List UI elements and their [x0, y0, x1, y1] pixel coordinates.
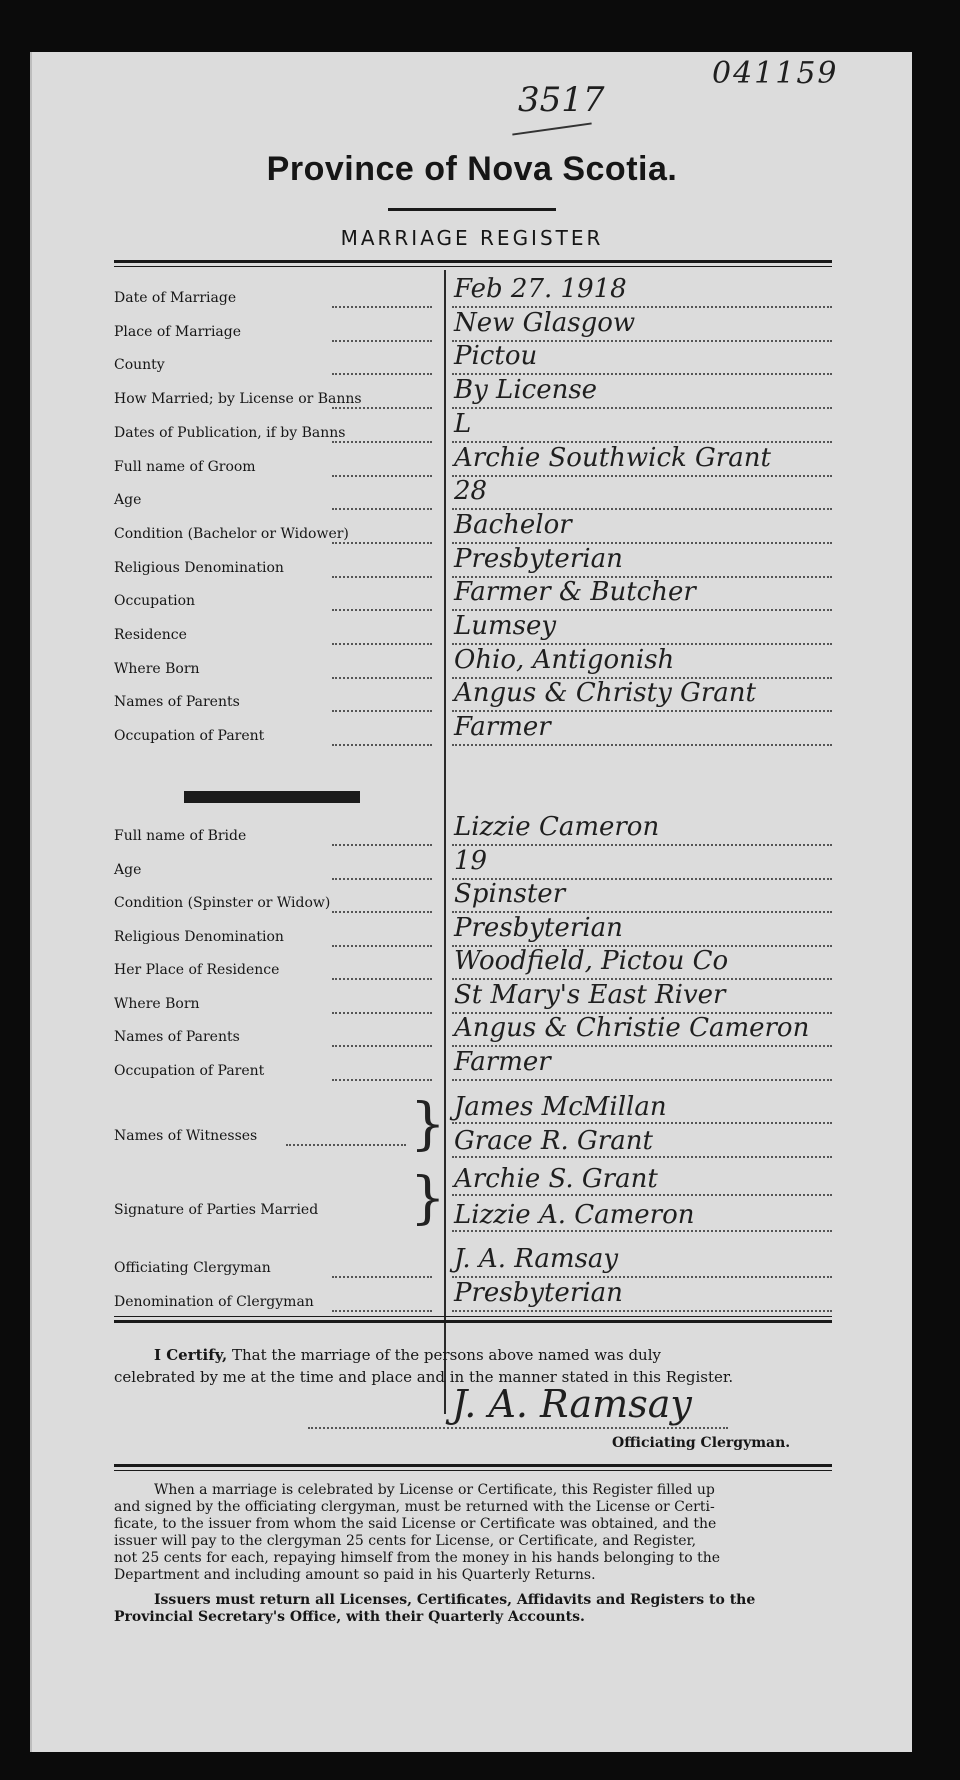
bride-field-label-6: Names of Parents [114, 1029, 240, 1045]
groom-field-label-12: Names of Parents [114, 694, 240, 711]
bride-field-label-7: Occupation of Parent [114, 1062, 265, 1079]
bride-field-value-3: Presbyterian [454, 912, 623, 943]
notes-paragraph-2 [114, 1592, 834, 1626]
groom-field-label-2: County [114, 357, 165, 374]
party-2-line [452, 1230, 832, 1232]
groom-field-value-12: Angus & Christy Grant [454, 678, 756, 709]
groom-field-value-7: Bachelor [454, 509, 572, 540]
page-subtitle: MARRIAGE REGISTER [340, 226, 604, 250]
witness-1-line [452, 1122, 832, 1124]
certify-signature-caption: Officiating Clergyman. [612, 1435, 791, 1451]
bride-field-value-1: 19 [454, 845, 488, 876]
groom-field-label-dots-2 [332, 373, 432, 375]
certify-signature: J. A. Ramsay [452, 1382, 692, 1426]
groom-field-value-11: Ohio, Antigonish [454, 644, 675, 675]
groom-field-value-8: Presbyterian [454, 543, 623, 574]
bride-field-label-dots-5 [332, 1012, 432, 1014]
notes-paragraph-1 [114, 1482, 834, 1584]
bride-field-label-dots-6 [332, 1045, 432, 1047]
groom-field-label-11: Where Born [114, 660, 200, 677]
bride-field-label-0: Full name of Bride [114, 828, 247, 844]
clergy-field-value-1: Presbyterian [454, 1277, 623, 1308]
certify-signature-line [308, 1427, 728, 1429]
bride-field-value-2: Spinster [454, 879, 566, 909]
register-number-underline [512, 122, 591, 135]
groom-field-label-dots-11 [332, 677, 432, 679]
bride-field-value-0: Lizzie Cameron [454, 812, 660, 842]
groom-field-value-5: Archie Southwick Grant [454, 442, 771, 473]
certify-prefix: I Certify, [154, 1346, 228, 1364]
notes-rule [114, 1464, 832, 1467]
groom-field-label-4: Dates of Publication, if by Banns [114, 424, 346, 441]
parties-brace: } [410, 1166, 446, 1231]
bride-field-label-3: Religious Denomination [114, 928, 284, 945]
groom-field-label-dots-5 [332, 475, 432, 477]
groom-field-value-1: New Glasgow [454, 307, 636, 338]
header-rule-top [114, 260, 832, 263]
groom-field-label-dots-4 [332, 441, 432, 443]
groom-field-value-0: Feb 27. 1918 [454, 274, 627, 304]
groom-field-value-6: 28 [454, 476, 488, 507]
groom-field-label-3: How Married; by License or Banns [114, 391, 362, 408]
groom-field-label-9: Occupation [114, 593, 196, 610]
groom-field-value-4: L [454, 408, 472, 439]
clergy-field-value-0: J. A. Ramsay [454, 1244, 619, 1274]
groom-field-label-8: Religious Denomination [114, 559, 284, 576]
groom-field-label-dots-13 [332, 744, 432, 746]
bride-field-value-6: Angus & Christie Cameron [454, 1013, 810, 1043]
register-number: 3517 [518, 80, 605, 120]
witness-1: James McMillan [454, 1092, 667, 1122]
groom-field-label-dots-3 [332, 407, 432, 409]
witnesses-brace: } [410, 1092, 446, 1157]
bride-field-value-line-0 [452, 844, 832, 846]
column-divider [444, 270, 446, 1414]
witnesses-dots [286, 1144, 406, 1146]
bride-field-label-1: Age [114, 861, 142, 878]
header-rule-thin [114, 266, 832, 267]
notes-1-line-3: issuer will pay to the clergyman 25 cents for License, or Certificate, and Register, [114, 1533, 697, 1549]
bride-field-value-4: Woodfield, Pictou Co [454, 946, 729, 976]
clergy-field-label-0: Officiating Clergyman [114, 1260, 271, 1276]
certify-rule [114, 1320, 832, 1323]
groom-field-value-3: By License [454, 375, 598, 406]
notes-1-line-5: Department and including amount so paid in his Quarterly Returns. [114, 1567, 596, 1583]
groom-field-label-dots-10 [332, 643, 432, 645]
groom-field-label-dots-1 [332, 340, 432, 342]
groom-field-value-10: Lumsey [454, 611, 557, 641]
party-bride-signature: Lizzie A. Cameron [454, 1200, 695, 1230]
notes-1-line-4: not 25 cents for each, repaying himself from the money in his hands belonging to the [114, 1550, 721, 1566]
groom-field-label-6: Age [114, 492, 142, 509]
notes-2-line-0: Issuers must return all Licenses, Certificates, Affidavits and Registers to the [154, 1592, 756, 1608]
groom-field-label-dots-8 [332, 576, 432, 578]
witnesses-label: Names of Witnesses [114, 1128, 258, 1144]
clergy-field-label-dots-0 [332, 1276, 432, 1278]
groom-field-value-line-13 [452, 744, 832, 746]
notes-1-line-0: When a marriage is celebrated by License or Certificate, this Register filled up [154, 1482, 715, 1498]
certify-line-1: That the marriage of the persons above named was duly [232, 1346, 661, 1364]
groom-field-label-dots-7 [332, 542, 432, 544]
notes-1-line-2: ficate, to the issuer from whom the said License or Certificate was obtained, and the [114, 1516, 717, 1532]
bride-section-bar [184, 791, 360, 803]
party-1-line [452, 1194, 832, 1196]
witness-2: Grace R. Grant [454, 1126, 653, 1156]
bride-field-label-4: Her Place of Residence [114, 962, 280, 978]
stamp-number: 041159 [712, 56, 839, 91]
bride-field-label-5: Where Born [114, 995, 200, 1012]
groom-field-label-dots-6 [332, 508, 432, 510]
bride-field-label-dots-3 [332, 945, 432, 947]
notes-1-line-1: and signed by the officiating clergyman, must be returned with the License or Certi- [114, 1499, 715, 1515]
clergy-field-label-dots-1 [332, 1310, 432, 1312]
bride-field-value-7: Farmer [454, 1046, 551, 1077]
bride-field-value-line-7 [452, 1079, 832, 1081]
certify-rule-thin [114, 1316, 832, 1317]
groom-field-label-5: Full name of Groom [114, 458, 256, 475]
groom-field-label-dots-9 [332, 609, 432, 611]
groom-field-label-13: Occupation of Parent [114, 728, 265, 745]
bride-field-label-2: Condition (Spinster or Widow) [114, 895, 331, 911]
groom-field-label-dots-12 [332, 710, 432, 712]
groom-field-value-13: Farmer [454, 712, 551, 743]
parties-label: Signature of Parties Married [114, 1202, 319, 1218]
groom-field-label-dots-0 [332, 306, 432, 308]
bride-field-label-dots-7 [332, 1079, 432, 1081]
groom-field-value-line-3 [452, 407, 832, 409]
register-page [30, 52, 912, 1752]
groom-field-value-2: Pictou [454, 341, 538, 372]
groom-field-label-7: Condition (Bachelor or Widower) [114, 525, 349, 542]
groom-field-label-10: Residence [114, 627, 187, 643]
page-title: Province of Nova Scotia. [266, 150, 678, 188]
witness-2-line [452, 1156, 832, 1158]
bride-field-label-dots-0 [332, 844, 432, 846]
notes-rule-thin [114, 1470, 832, 1471]
bride-field-label-dots-4 [332, 978, 432, 980]
clergy-field-value-line-1 [452, 1310, 832, 1312]
groom-field-label-1: Place of Marriage [114, 323, 242, 340]
party-groom-signature: Archie S. Grant [454, 1164, 658, 1194]
bride-field-value-5: St Mary's East River [454, 979, 726, 1010]
notes-2-line-1: Provincial Secretary's Office, with their Quarterly Accounts. [114, 1609, 585, 1625]
bride-field-label-dots-1 [332, 878, 432, 880]
bride-field-label-dots-2 [332, 911, 432, 913]
certify-line-2: celebrated by me at the time and place and in the manner stated in this Register. [114, 1368, 734, 1386]
groom-field-label-0: Date of Marriage [114, 290, 237, 306]
groom-field-value-9: Farmer & Butcher [454, 577, 696, 608]
groom-field-value-line-5 [452, 475, 832, 477]
clergy-field-label-1: Denomination of Clergyman [114, 1293, 314, 1310]
title-rule [388, 208, 556, 211]
